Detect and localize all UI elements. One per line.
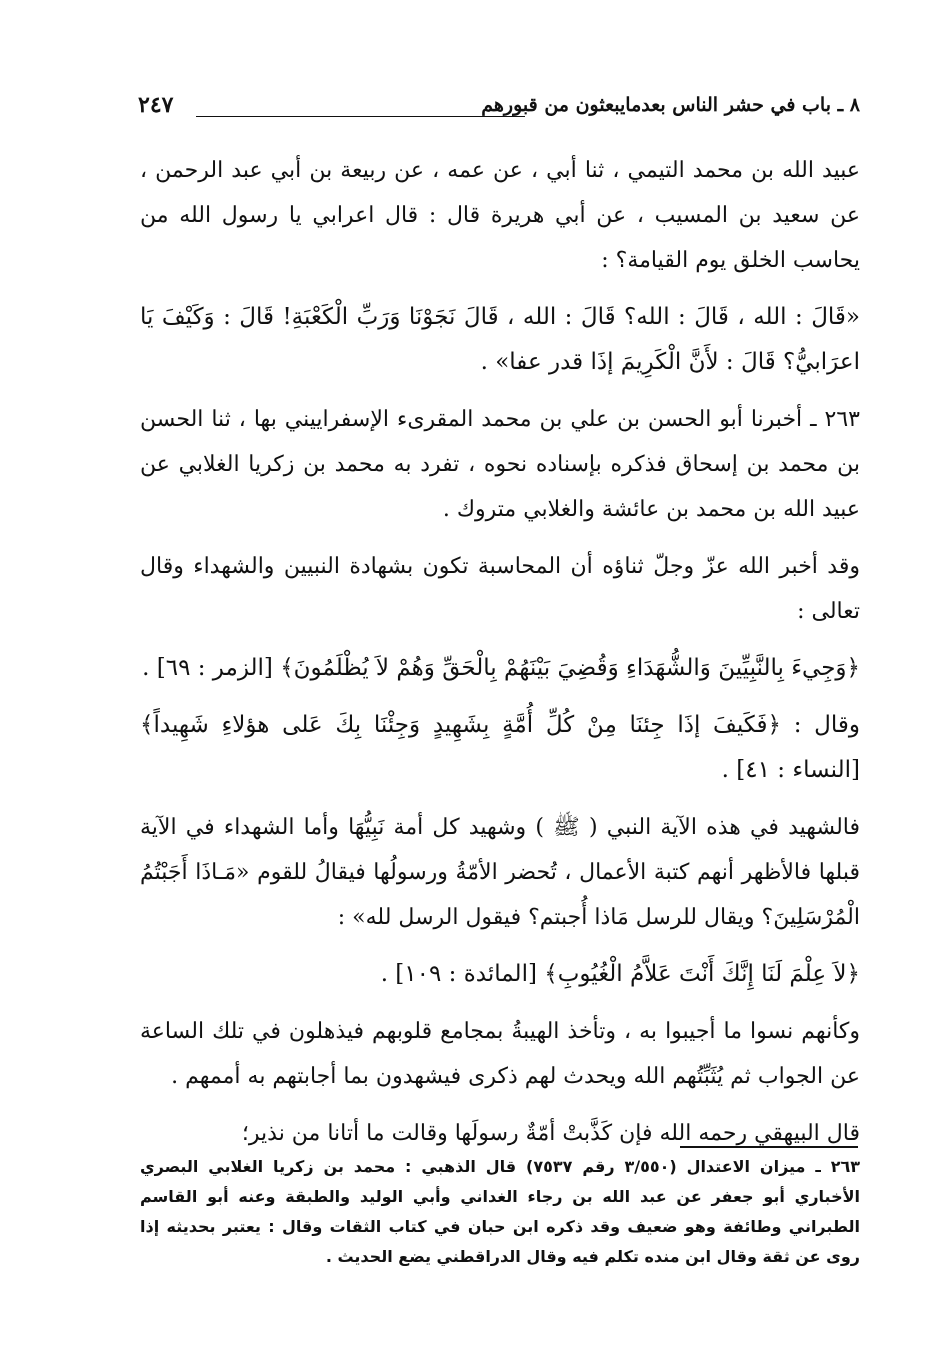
footnote-263: ٢٦٣ ـ ميزان الاعتدال (٣/٥٥٠ رقم ٧٥٣٧) قال الذهبي : محمد بن زكريا الغلابي البصري الأخباري أبو جعفر عن عبد الله بن رجاء الغداني وأبي الوليد والطبقة وعنه أبو القاسم الطبراني وطائفة وهو ضعيف وقد ذكره ابن حبان في كتاب الثقات وقال : يعتبر بحديثه إذا روى عن ثقة وقال ابن منده تكلم فيه وقال الدراقطني يضع الحديث . (140, 1157, 861, 1266)
footnote-separator (680, 1146, 858, 1148)
paragraph-263: ٢٦٣ ـ أخبرنا أبو الحسن بن علي بن محمد المقرىء الإسفراييني بها ، ثنا الحسن بن محمد بن إسحاق فذكره بإسناده نحوه ، تفرد به محمد بن زكريا الغلابي عن عبيد الله بن محمد بن عائشة والغلابي متروك . (140, 407, 860, 522)
main-text (140, 148, 860, 1168)
quran-verse-nisa: وقال : ﴿فَكَيفَ إذَا جِئنَا مِنْ كُلِّ أُمَّةٍ بِشَهِيدٍ وَجِئْنَا بِكَ عَلى هؤلاءِ شَهِيداً﴾ [النساء : ٤١] . (140, 712, 860, 783)
paragraph-bayhaqi: قال البيهقي رحمه الله فإن كَذَّبتْ أمّةٌ رسولَها وقالت ما أتانا من نذير؛ (241, 1121, 860, 1146)
quran-verse-zumar: ﴿وَجِيءَ بِالنَّبِيِّينَ وَالشُّهَدَاءِ وَقُضِيَ بَيْنَهُمْ بِالْحَقِّ وَهُمْ لاَ يُظْلَمُونَ﴾ [الزمر : ٦٩] . (142, 655, 860, 681)
paragraph-isnad: عبيد الله بن محمد التيمي ، ثنا أبي ، عن عمه ، عن ربيعة بن أبي عبد الرحمن ، عن سعيد بن المسيب ، عن أبي هريرة قال : قال اعرابي يا رسول الله من يحاسب الخلق يوم القيامة؟ : (140, 158, 861, 273)
paragraph-commentary: فالشهيد في هذه الآية النبي ( ﷺ ) وشهيد كل أمة نَبِيُّهَا وأما الشهداء في الآية قبلها فالأظهر أنهم كتبة الأعمال ، تُحضر الأمّةُ ورسولُها فيقالُ للقوم «مَـاذَا أَجَبْتُمُ الْمُرْسَلِينَ؟ ويقال للرسل مَاذا أُجبتم؟ فيقول الرسل لله» : (140, 815, 860, 930)
paragraph-intro-verse: وقد أخبر الله عزّ وجلّ ثناؤه أن المحاسبة تكون بشهادة النبيين والشهداء وقال تعالى : (140, 554, 860, 624)
footnotes (140, 1152, 860, 1272)
page-number: ٢٤٧ (138, 92, 174, 118)
running-header (138, 92, 860, 128)
paragraph-hadith-text: «قَالَ : الله ، قَالَ : الله؟ قَالَ : الله ، قَالَ نَجَوْنَا وَرَبِّ الْكَعْبَةِ! قَالَ : وَكَيْفَ يَا اعرَابيُّ؟ قَالَ : لأَنَّ الْكَرِيمَ إذَا قدر عفا» . (140, 304, 860, 375)
paragraph-explanation: وكأنهم نسوا ما أجيبوا به ، وتأخذ الهيبةُ بمجامع قلوبهم فيذهلون في تلك الساعة عن الجواب ثم يُثَبِّتُهم الله ويحدث لهم ذكرى فيشهدون بما أجابتهم به أممهم . (140, 1019, 860, 1089)
chapter-title: ٨ ـ باب في حشر الناس بعدمايبعثون من قبورهم (481, 94, 860, 116)
header-rule (196, 116, 525, 117)
quran-verse-maida: ﴿لاَ عِلْمَ لَنَا إِنَّكَ أَنْتَ عَلاَّمُ الْغُيُوبِ﴾ [المائدة : ١٠٩] . (380, 961, 860, 987)
